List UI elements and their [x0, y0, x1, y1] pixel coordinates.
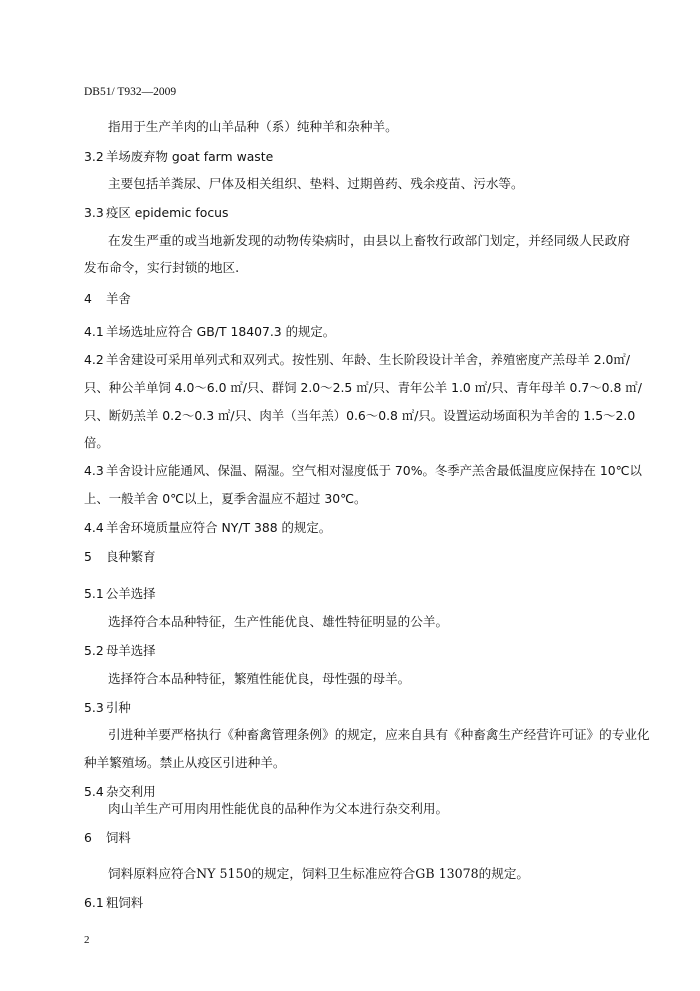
section-heading-4-3 — [84, 463, 642, 479]
section-heading-5-4 — [84, 784, 156, 800]
document-header-id: DB51/ T932—2009 — [84, 86, 177, 98]
paragraph-line: 选择符合本品种特征，生产性能优良、雄性特征明显的公羊。 — [108, 614, 449, 629]
section-number: 5.4 — [84, 784, 104, 799]
section-number: 3.3 — [84, 205, 104, 220]
paragraph-line: 指用于生产羊肉的山羊品种（系）纯种羊和杂种羊。 — [108, 119, 398, 134]
section-heading-6 — [84, 830, 131, 846]
section-title: 母羊选择 — [106, 643, 156, 658]
section-heading-5 — [84, 549, 156, 565]
section-number: 6.1 — [84, 895, 104, 910]
section-number: 4.3 — [84, 463, 104, 478]
section-number: 4.2 — [84, 352, 104, 367]
section-heading-4-2 — [84, 352, 630, 368]
section-title: 疫区 epidemic focus — [106, 205, 229, 220]
section-number: 5.1 — [84, 586, 104, 601]
paragraph-line: 饲料原料应符合NY 5150的规定，饲料卫生标准应符合GB 13078的规定。 — [108, 866, 530, 881]
section-number: 4.4 — [84, 520, 104, 535]
section-heading-6-1 — [84, 895, 143, 911]
paragraph-line: 上、一般羊舍 0℃以上，夏季舍温应不超过 30℃。 — [84, 491, 367, 506]
paragraph-line: 发布命令，实行封锁的地区. — [84, 260, 240, 275]
paragraph-line: 主要包括羊粪尿、尸体及相关组织、垫料、过期兽药、残余疫苗、污水等。 — [108, 176, 524, 191]
section-heading-4-4 — [84, 520, 331, 536]
section-heading-5-1 — [84, 586, 156, 602]
section-number: 6 — [84, 830, 92, 845]
section-number: 4.1 — [84, 324, 104, 339]
section-number: 5 — [84, 549, 92, 564]
section-heading-4 — [84, 291, 131, 307]
section-title: 引种 — [106, 700, 131, 715]
section-title: 羊场选址应符合 GB/T 18407.3 的规定。 — [106, 324, 336, 339]
paragraph-line: 引进种羊要严格执行《种畜禽管理条例》的规定，应来自具有《种畜禽生产经营许可证》的专业化 — [108, 727, 650, 742]
section-title: 粗饲料 — [106, 895, 144, 910]
page-number: 2 — [84, 934, 90, 946]
section-title: 羊舍环境质量应符合 NY/T 388 的规定。 — [106, 520, 332, 535]
section-heading-5-2 — [84, 643, 156, 659]
section-title: 饲料 — [106, 830, 131, 845]
section-title: 羊场废弃物 goat farm waste — [106, 149, 274, 164]
paragraph-line: 种羊繁殖场。禁止从疫区引进种羊。 — [84, 755, 286, 770]
paragraph-line: 在发生严重的或当地新发现的动物传染病时，由县以上畜牧行政部门划定，并经同级人民政府 — [108, 233, 630, 248]
paragraph-line: 肉山羊生产可用肉用性能优良的品种作为父本进行杂交利用。 — [108, 801, 449, 816]
section-title: 羊舍设计应能通风、保温、隔湿。空气相对湿度低于 70%。冬季产羔舍最低温度应保持在 10℃以 — [106, 463, 642, 478]
section-heading-4-1 — [84, 324, 335, 340]
section-number: 3.2 — [84, 149, 104, 164]
section-number: 5.3 — [84, 700, 104, 715]
paragraph-line: 只、断奶羔羊 0.2～0.3 ㎡/只、肉羊（当年羔）0.6～0.8 ㎡/只。设置运动场面积为羊舍的 1.5～2.0 — [84, 408, 636, 423]
section-heading-3-2 — [84, 149, 273, 165]
paragraph-line: 只、种公羊单饲 4.0～6.0 ㎡/只、群饲 2.0～2.5 ㎡/只、青年公羊 1.0 ㎡/只、青年母羊 0.7～0.8 ㎡/ — [84, 380, 642, 395]
paragraph-line: 倍。 — [84, 435, 109, 450]
section-heading-3-3 — [84, 205, 228, 221]
section-title: 杂交利用 — [106, 784, 156, 799]
section-title: 公羊选择 — [106, 586, 156, 601]
section-heading-5-3 — [84, 700, 131, 716]
section-title: 羊舍建设可采用单列式和双列式。按性别、年龄、生长阶段设计羊舍，养殖密度产羔母羊 2.0㎡/ — [106, 352, 630, 367]
section-title: 羊舍 — [106, 291, 131, 306]
paragraph-line: 选择符合本品种特征，繁殖性能优良，母性强的母羊。 — [108, 671, 411, 686]
section-number: 4 — [84, 291, 92, 306]
section-number: 5.2 — [84, 643, 104, 658]
section-title: 良种繁育 — [106, 549, 156, 564]
